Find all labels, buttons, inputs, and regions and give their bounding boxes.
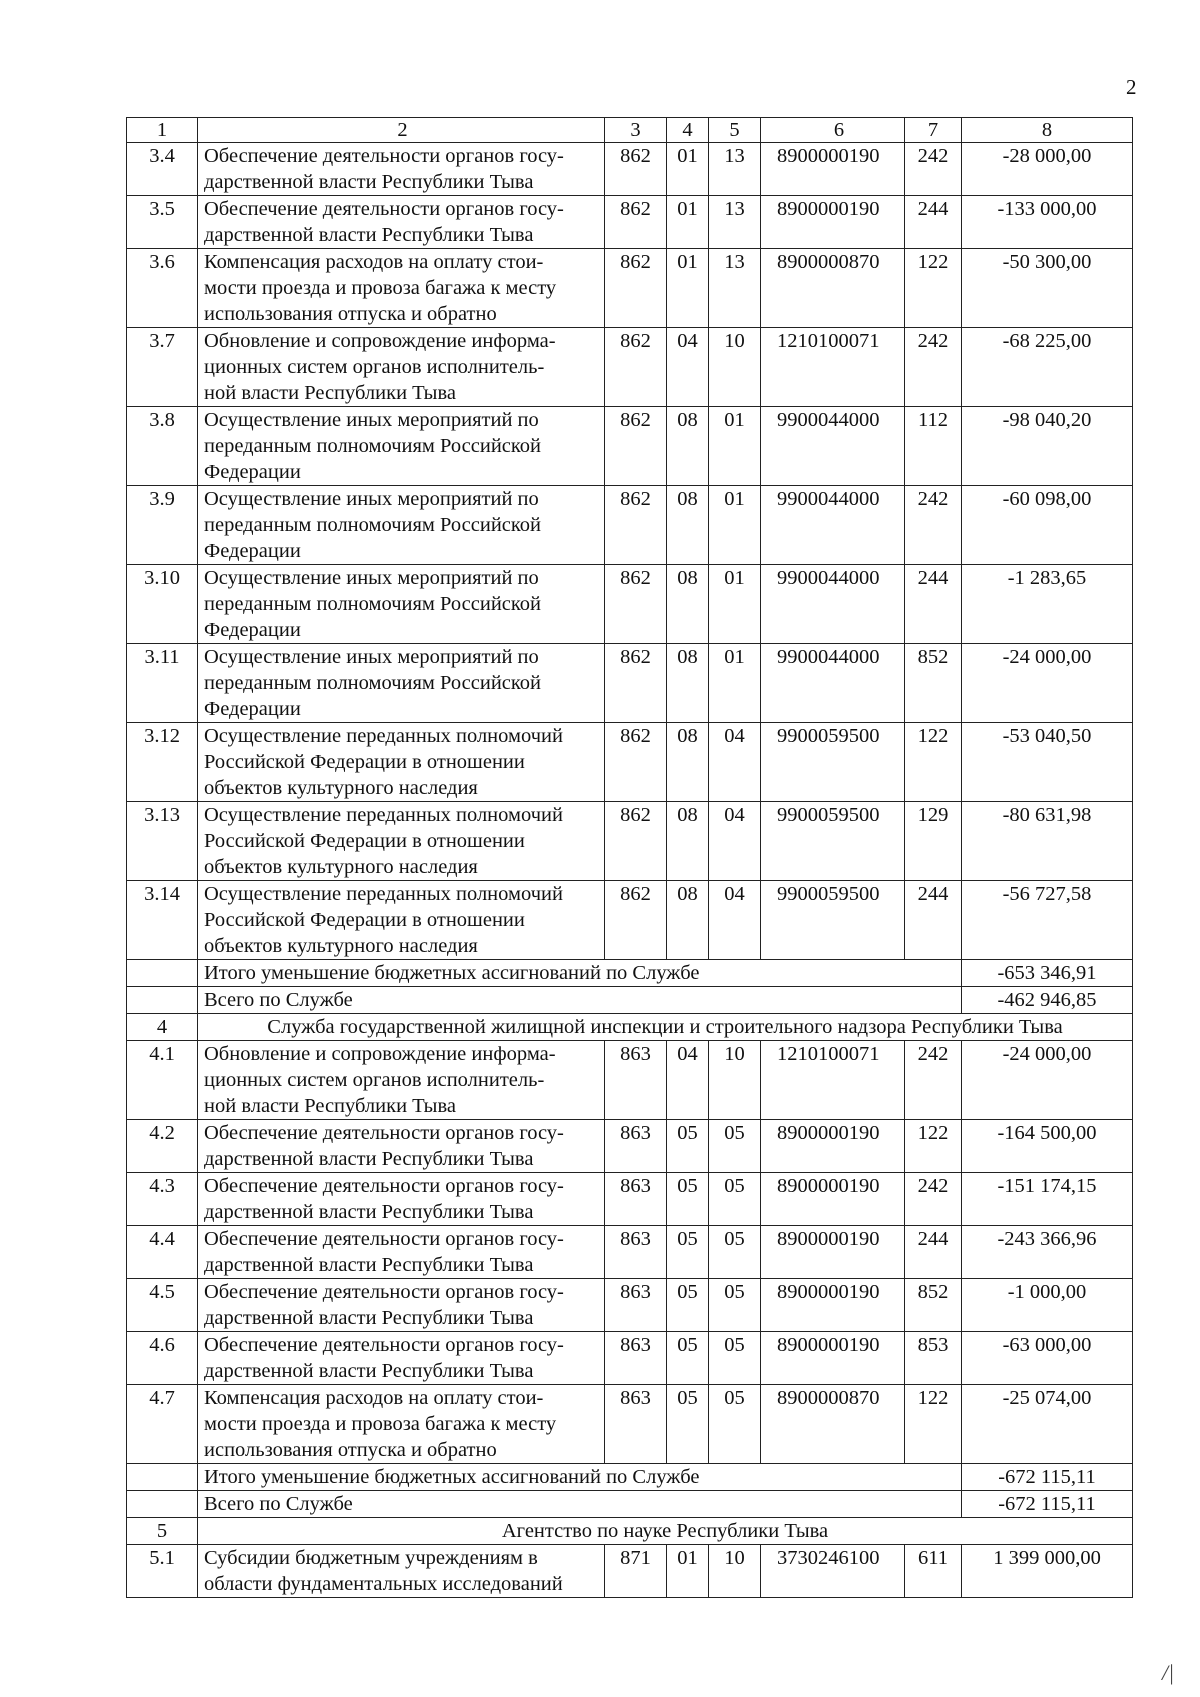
empty-cell bbox=[127, 960, 198, 987]
cell-c3: 863 bbox=[605, 1279, 667, 1332]
cell-c3: 862 bbox=[605, 196, 667, 249]
item-name bbox=[198, 486, 605, 565]
row-number: 3.4 bbox=[127, 143, 198, 196]
total-row bbox=[127, 1491, 1133, 1518]
table-row bbox=[127, 881, 1133, 960]
table-row bbox=[127, 143, 1133, 196]
item-name-line: Обновление и сопровождение информа- bbox=[204, 1043, 556, 1065]
table-row bbox=[127, 1545, 1133, 1598]
cell-c3: 871 bbox=[605, 1545, 667, 1598]
cell-c4: 01 bbox=[667, 249, 709, 328]
cell-c5: 10 bbox=[709, 1545, 761, 1598]
item-name-line: Российской Федерации в отношении bbox=[204, 830, 525, 852]
table-row bbox=[127, 1173, 1133, 1226]
cell-c4: 01 bbox=[667, 1545, 709, 1598]
cell-c8: 1 399 000,00 bbox=[962, 1545, 1133, 1598]
item-name-line: дарственной власти Республики Тыва bbox=[204, 224, 534, 246]
header-cell-1: 1 bbox=[127, 118, 198, 143]
row-number: 4.7 bbox=[127, 1385, 198, 1464]
item-name-line: Российской Федерации в отношении bbox=[204, 751, 525, 773]
cell-c4: 08 bbox=[667, 881, 709, 960]
item-name-line: Осуществление иных мероприятий по bbox=[204, 409, 539, 431]
cell-c5: 05 bbox=[709, 1279, 761, 1332]
row-number: 3.9 bbox=[127, 486, 198, 565]
cell-c6: 9900044000 bbox=[761, 407, 905, 486]
cell-c5: 01 bbox=[709, 565, 761, 644]
cell-c4: 05 bbox=[667, 1385, 709, 1464]
item-name bbox=[198, 1173, 605, 1226]
cell-c4: 05 bbox=[667, 1332, 709, 1385]
cell-c8: -68 225,00 bbox=[962, 328, 1133, 407]
cell-c6: 9900059500 bbox=[761, 881, 905, 960]
section-row bbox=[127, 1014, 1133, 1041]
cell-c7: 852 bbox=[905, 644, 962, 723]
header-row bbox=[127, 118, 1133, 143]
item-name-line: объектов культурного наследия bbox=[204, 935, 478, 957]
cell-c5: 01 bbox=[709, 407, 761, 486]
cell-c6: 9900059500 bbox=[761, 802, 905, 881]
section-number: 5 bbox=[127, 1518, 198, 1545]
item-name-line: дарственной власти Республики Тыва bbox=[204, 171, 534, 193]
row-number: 4.1 bbox=[127, 1041, 198, 1120]
cell-c7: 852 bbox=[905, 1279, 962, 1332]
cell-c8: -98 040,20 bbox=[962, 407, 1133, 486]
header-cell-2: 2 bbox=[198, 118, 605, 143]
item-name-line: Субсидии бюджетным учреждениям в bbox=[204, 1547, 538, 1569]
cell-c8: -1 000,00 bbox=[962, 1279, 1133, 1332]
cell-c3: 862 bbox=[605, 881, 667, 960]
cell-c4: 08 bbox=[667, 407, 709, 486]
item-name bbox=[198, 1226, 605, 1279]
cell-c3: 862 bbox=[605, 407, 667, 486]
cell-c6: 8900000190 bbox=[761, 1332, 905, 1385]
row-number: 4.3 bbox=[127, 1173, 198, 1226]
item-name-line: переданным полномочиям Российской bbox=[204, 514, 542, 536]
item-name-line: Осуществление иных мероприятий по bbox=[204, 646, 539, 668]
cell-c6: 8900000190 bbox=[761, 196, 905, 249]
item-name-line: Российской Федерации в отношении bbox=[204, 909, 525, 931]
cell-c6: 8900000190 bbox=[761, 1173, 905, 1226]
cell-c5: 04 bbox=[709, 723, 761, 802]
corner-mark: /| bbox=[1162, 1660, 1175, 1685]
item-name-line: дарственной власти Республики Тыва bbox=[204, 1360, 534, 1382]
cell-c7: 122 bbox=[905, 723, 962, 802]
section-title: Агентство по науке Республики Тыва bbox=[198, 1518, 1133, 1545]
cell-c3: 863 bbox=[605, 1120, 667, 1173]
item-name bbox=[198, 143, 605, 196]
cell-c7: 244 bbox=[905, 1226, 962, 1279]
item-name-line: Обновление и сопровождение информа- bbox=[204, 330, 556, 352]
item-name-line: мости проезда и провоза багажа к месту bbox=[204, 1413, 557, 1435]
cell-c3: 863 bbox=[605, 1226, 667, 1279]
cell-c4: 04 bbox=[667, 1041, 709, 1120]
cell-c4: 05 bbox=[667, 1173, 709, 1226]
cell-c4: 05 bbox=[667, 1279, 709, 1332]
cell-c6: 9900059500 bbox=[761, 723, 905, 802]
row-number: 3.11 bbox=[127, 644, 198, 723]
cell-c5: 05 bbox=[709, 1385, 761, 1464]
cell-c3: 862 bbox=[605, 644, 667, 723]
item-name-line: ционных систем органов исполнитель- bbox=[204, 1069, 545, 1091]
cell-c4: 08 bbox=[667, 486, 709, 565]
cell-c8: -80 631,98 bbox=[962, 802, 1133, 881]
section-number: 4 bbox=[127, 1014, 198, 1041]
item-name-line: Обеспечение деятельности органов госу- bbox=[204, 1175, 564, 1197]
cell-c5: 13 bbox=[709, 143, 761, 196]
item-name bbox=[198, 1545, 605, 1598]
item-name-line: объектов культурного наследия bbox=[204, 777, 478, 799]
item-name-line: Осуществление переданных полномочий bbox=[204, 883, 563, 905]
item-name-line: ционных систем органов исполнитель- bbox=[204, 356, 545, 378]
item-name-line: Обеспечение деятельности органов госу- bbox=[204, 1228, 564, 1250]
cell-c8: -243 366,96 bbox=[962, 1226, 1133, 1279]
empty-cell bbox=[127, 1464, 198, 1491]
item-name bbox=[198, 407, 605, 486]
cell-c4: 08 bbox=[667, 565, 709, 644]
cell-c3: 863 bbox=[605, 1385, 667, 1464]
cell-c5: 04 bbox=[709, 802, 761, 881]
cell-c4: 08 bbox=[667, 802, 709, 881]
cell-c8: -24 000,00 bbox=[962, 644, 1133, 723]
cell-c4: 01 bbox=[667, 143, 709, 196]
empty-cell bbox=[127, 1491, 198, 1518]
table-row bbox=[127, 1279, 1133, 1332]
table-row bbox=[127, 802, 1133, 881]
cell-c5: 04 bbox=[709, 881, 761, 960]
item-name-line: использования отпуска и обратно bbox=[204, 303, 497, 325]
cell-c6: 9900044000 bbox=[761, 565, 905, 644]
cell-c8: -56 727,58 bbox=[962, 881, 1133, 960]
cell-c5: 05 bbox=[709, 1120, 761, 1173]
item-name-line: Компенсация расходов на оплату стои- bbox=[204, 1387, 544, 1409]
cell-c7: 122 bbox=[905, 249, 962, 328]
item-name-line: дарственной власти Республики Тыва bbox=[204, 1201, 534, 1223]
table-row bbox=[127, 1385, 1133, 1464]
item-name-line: мости проезда и провоза багажа к месту bbox=[204, 277, 557, 299]
total-label: Всего по Службе bbox=[198, 987, 962, 1014]
table-row bbox=[127, 1041, 1133, 1120]
total-value: -653 346,91 bbox=[962, 960, 1133, 987]
cell-c7: 242 bbox=[905, 328, 962, 407]
cell-c8: -50 300,00 bbox=[962, 249, 1133, 328]
cell-c8: -28 000,00 bbox=[962, 143, 1133, 196]
cell-c4: 01 bbox=[667, 196, 709, 249]
cell-c7: 122 bbox=[905, 1385, 962, 1464]
item-name-line: Осуществление переданных полномочий bbox=[204, 725, 563, 747]
cell-c6: 8900000190 bbox=[761, 1120, 905, 1173]
item-name-line: дарственной власти Республики Тыва bbox=[204, 1148, 534, 1170]
item-name bbox=[198, 1279, 605, 1332]
item-name-line: Федерации bbox=[204, 698, 301, 720]
header-cell-4: 4 bbox=[667, 118, 709, 143]
cell-c5: 05 bbox=[709, 1173, 761, 1226]
cell-c7: 244 bbox=[905, 565, 962, 644]
item-name bbox=[198, 644, 605, 723]
table-row bbox=[127, 328, 1133, 407]
row-number: 3.5 bbox=[127, 196, 198, 249]
cell-c3: 862 bbox=[605, 249, 667, 328]
section-title: Служба государственной жилищной инспекции и строительного надзора Республики Тыва bbox=[198, 1014, 1133, 1041]
cell-c8: -53 040,50 bbox=[962, 723, 1133, 802]
cell-c6: 8900000870 bbox=[761, 249, 905, 328]
row-number: 3.14 bbox=[127, 881, 198, 960]
section-row bbox=[127, 1518, 1133, 1545]
row-number: 3.13 bbox=[127, 802, 198, 881]
item-name bbox=[198, 249, 605, 328]
table-row bbox=[127, 644, 1133, 723]
cell-c6: 9900044000 bbox=[761, 486, 905, 565]
item-name-line: дарственной власти Республики Тыва bbox=[204, 1254, 534, 1276]
row-number: 4.2 bbox=[127, 1120, 198, 1173]
item-name-line: Федерации bbox=[204, 461, 301, 483]
row-number: 4.4 bbox=[127, 1226, 198, 1279]
row-number: 3.6 bbox=[127, 249, 198, 328]
cell-c8: -25 074,00 bbox=[962, 1385, 1133, 1464]
item-name-line: ной власти Республики Тыва bbox=[204, 1095, 456, 1117]
item-name bbox=[198, 1120, 605, 1173]
cell-c6: 8900000190 bbox=[761, 143, 905, 196]
cell-c7: 242 bbox=[905, 143, 962, 196]
cell-c8: -63 000,00 bbox=[962, 1332, 1133, 1385]
header-cell-8: 8 bbox=[962, 118, 1133, 143]
total-row bbox=[127, 1464, 1133, 1491]
cell-c8: -151 174,15 bbox=[962, 1173, 1133, 1226]
cell-c3: 862 bbox=[605, 723, 667, 802]
empty-cell bbox=[127, 987, 198, 1014]
table-row bbox=[127, 407, 1133, 486]
cell-c3: 863 bbox=[605, 1041, 667, 1120]
cell-c7: 242 bbox=[905, 486, 962, 565]
header-cell-5: 5 bbox=[709, 118, 761, 143]
cell-c3: 863 bbox=[605, 1332, 667, 1385]
row-number: 3.8 bbox=[127, 407, 198, 486]
item-name bbox=[198, 565, 605, 644]
item-name bbox=[198, 881, 605, 960]
cell-c7: 122 bbox=[905, 1120, 962, 1173]
item-name-line: использования отпуска и обратно bbox=[204, 1439, 497, 1461]
item-name bbox=[198, 1332, 605, 1385]
page-number: 2 bbox=[1126, 75, 1137, 99]
item-name-line: области фундаментальных исследований bbox=[204, 1573, 563, 1595]
cell-c5: 01 bbox=[709, 644, 761, 723]
cell-c4: 04 bbox=[667, 328, 709, 407]
cell-c5: 05 bbox=[709, 1226, 761, 1279]
item-name-line: Компенсация расходов на оплату стои- bbox=[204, 251, 544, 273]
item-name-line: Обеспечение деятельности органов госу- bbox=[204, 198, 564, 220]
total-value: -672 115,11 bbox=[962, 1491, 1133, 1518]
table-row bbox=[127, 249, 1133, 328]
cell-c8: -164 500,00 bbox=[962, 1120, 1133, 1173]
cell-c3: 862 bbox=[605, 565, 667, 644]
item-name-line: Осуществление иных мероприятий по bbox=[204, 567, 539, 589]
cell-c5: 05 bbox=[709, 1332, 761, 1385]
row-number: 3.10 bbox=[127, 565, 198, 644]
table-row bbox=[127, 723, 1133, 802]
row-number: 5.1 bbox=[127, 1545, 198, 1598]
cell-c3: 862 bbox=[605, 328, 667, 407]
item-name-line: Осуществление переданных полномочий bbox=[204, 804, 563, 826]
total-row bbox=[127, 960, 1133, 987]
total-value: -462 946,85 bbox=[962, 987, 1133, 1014]
row-number: 4.5 bbox=[127, 1279, 198, 1332]
cell-c6: 9900044000 bbox=[761, 644, 905, 723]
item-name-line: ной власти Республики Тыва bbox=[204, 382, 456, 404]
cell-c7: 112 bbox=[905, 407, 962, 486]
item-name-line: Федерации bbox=[204, 540, 301, 562]
item-name bbox=[198, 723, 605, 802]
cell-c4: 08 bbox=[667, 644, 709, 723]
cell-c5: 01 bbox=[709, 486, 761, 565]
total-value: -672 115,11 bbox=[962, 1464, 1133, 1491]
cell-c7: 853 bbox=[905, 1332, 962, 1385]
item-name-line: Обеспечение деятельности органов госу- bbox=[204, 1122, 564, 1144]
cell-c6: 1210100071 bbox=[761, 328, 905, 407]
cell-c6: 1210100071 bbox=[761, 1041, 905, 1120]
cell-c8: -1 283,65 bbox=[962, 565, 1133, 644]
item-name-line: Обеспечение деятельности органов госу- bbox=[204, 1281, 564, 1303]
table-row bbox=[127, 1120, 1133, 1173]
item-name-line: Обеспечение деятельности органов госу- bbox=[204, 145, 564, 167]
item-name bbox=[198, 1041, 605, 1120]
item-name-line: Федерации bbox=[204, 619, 301, 641]
cell-c3: 862 bbox=[605, 486, 667, 565]
cell-c6: 8900000870 bbox=[761, 1385, 905, 1464]
total-row bbox=[127, 987, 1133, 1014]
cell-c3: 862 bbox=[605, 802, 667, 881]
cell-c7: 244 bbox=[905, 196, 962, 249]
cell-c6: 8900000190 bbox=[761, 1226, 905, 1279]
budget-table bbox=[126, 117, 1133, 1598]
item-name-line: объектов культурного наследия bbox=[204, 856, 478, 878]
row-number: 3.7 bbox=[127, 328, 198, 407]
cell-c7: 242 bbox=[905, 1041, 962, 1120]
cell-c5: 10 bbox=[709, 328, 761, 407]
table-row bbox=[127, 565, 1133, 644]
total-label: Итого уменьшение бюджетных ассигнований по Службе bbox=[198, 1464, 962, 1491]
item-name-line: дарственной власти Республики Тыва bbox=[204, 1307, 534, 1329]
cell-c7: 244 bbox=[905, 881, 962, 960]
item-name-line: Осуществление иных мероприятий по bbox=[204, 488, 539, 510]
item-name-line: Обеспечение деятельности органов госу- bbox=[204, 1334, 564, 1356]
item-name bbox=[198, 802, 605, 881]
row-number: 3.12 bbox=[127, 723, 198, 802]
cell-c5: 10 bbox=[709, 1041, 761, 1120]
cell-c4: 08 bbox=[667, 723, 709, 802]
table-row bbox=[127, 196, 1133, 249]
item-name bbox=[198, 1385, 605, 1464]
header-cell-6: 6 bbox=[761, 118, 905, 143]
cell-c4: 05 bbox=[667, 1120, 709, 1173]
cell-c7: 129 bbox=[905, 802, 962, 881]
total-label: Итого уменьшение бюджетных ассигнований по Службе bbox=[198, 960, 962, 987]
item-name-line: переданным полномочиям Российской bbox=[204, 435, 542, 457]
row-number: 4.6 bbox=[127, 1332, 198, 1385]
item-name-line: переданным полномочиям Российской bbox=[204, 593, 542, 615]
cell-c8: -60 098,00 bbox=[962, 486, 1133, 565]
header-cell-7: 7 bbox=[905, 118, 962, 143]
cell-c8: -133 000,00 bbox=[962, 196, 1133, 249]
cell-c5: 13 bbox=[709, 196, 761, 249]
item-name-line: переданным полномочиям Российской bbox=[204, 672, 542, 694]
table-row bbox=[127, 1332, 1133, 1385]
cell-c6: 3730246100 bbox=[761, 1545, 905, 1598]
cell-c7: 611 bbox=[905, 1545, 962, 1598]
cell-c4: 05 bbox=[667, 1226, 709, 1279]
total-label: Всего по Службе bbox=[198, 1491, 962, 1518]
table-row bbox=[127, 486, 1133, 565]
cell-c7: 242 bbox=[905, 1173, 962, 1226]
item-name bbox=[198, 328, 605, 407]
header-cell-3: 3 bbox=[605, 118, 667, 143]
cell-c8: -24 000,00 bbox=[962, 1041, 1133, 1120]
cell-c3: 863 bbox=[605, 1173, 667, 1226]
cell-c6: 8900000190 bbox=[761, 1279, 905, 1332]
cell-c3: 862 bbox=[605, 143, 667, 196]
cell-c5: 13 bbox=[709, 249, 761, 328]
item-name bbox=[198, 196, 605, 249]
table-row bbox=[127, 1226, 1133, 1279]
